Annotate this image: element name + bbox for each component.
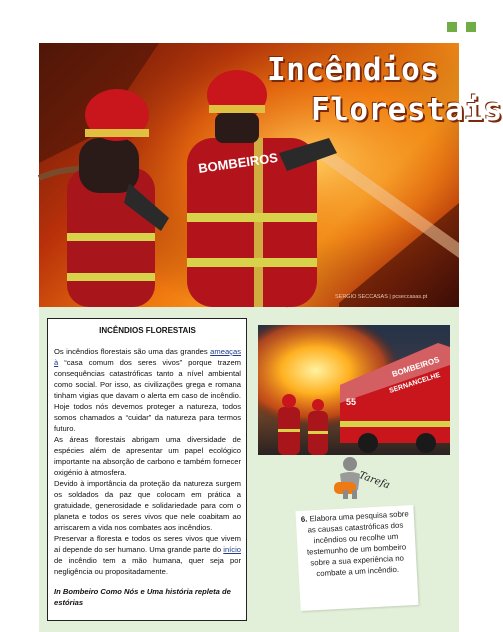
article-heading: INCÊNDIOS FLORESTAIS (99, 326, 196, 335)
article-paragraph-3: Devido à importância da proteção da natureza surgem os soldados da paz que colocam em prática a gratuidade, generosidade e solidariedade para com o planeta e todos os seres vivos que nele coabitam ao arriscarem a vida nos combates aos incêndios. (54, 479, 241, 532)
corner-square-1 (447, 22, 457, 32)
hero-image (39, 43, 503, 307)
task-number: 6. (300, 514, 308, 524)
fire-truck-illustration (258, 325, 450, 455)
title-line-1: Incêndios (267, 52, 440, 88)
p4-text-start: Preservar a floresta e todos os seres vivos que vivem aí depende do ser humano. Uma grande parte do (54, 534, 241, 554)
p4-link[interactable]: início (223, 545, 241, 554)
article-reference: In Bombeiro Como Nós e Uma história repleta de estórias (54, 587, 231, 607)
article-paragraph-2: As áreas florestais abrigam uma diversidade de espécies além de apresentar um papel ecológico importante na absorção de carbono e também fornecer oxigénio à atmosfera. (54, 435, 241, 477)
p4-text-end: de incêndio tem a mão humana, quer seja por negligência ou propositadamente. (54, 556, 241, 576)
task-note (295, 505, 418, 611)
svg-text:BOMBEIROS: BOMBEIROS (197, 149, 279, 176)
article-paragraph-4 (54, 533, 241, 577)
photo-credit: SERGIO SECCASAS | pcseccasas.pt (335, 294, 428, 300)
task-label: Tarefa (357, 470, 392, 492)
p1-text-start: Os incêndios florestais são uma das grandes (54, 347, 211, 356)
article-box (47, 318, 247, 621)
truck-number: 55 (346, 397, 357, 407)
truck-text-sernancelhe: SERNANCELHE (388, 371, 442, 395)
task-text: Elabora uma pesquisa sobre as causas catastróficas dos incêndios ou recolhe um testemunho de um bombeiro sobre a sua experiência no combate a um incêndio. (306, 509, 409, 579)
title-line-2: Florestais (311, 92, 503, 128)
corner-square-2 (466, 22, 476, 32)
p1-text-end: “casa comum dos seres vivos” porque trazem consequências catastróficas tanto a nível ambiental como social. Por isso, as civilizações grega e romana tinham vigias que davam o alerta em caso de incêndio. Hoje todos nós devemos proteger a natureza, todos somos chamados a “cuidar” da natureza para termos futuro. (54, 358, 241, 433)
fire-truck-photo (258, 325, 450, 455)
p1-link[interactable]: ameaças à (54, 347, 241, 367)
truck-text-bombeiros: BOMBEIROS (390, 355, 441, 379)
article-paragraph-1 (54, 346, 241, 434)
